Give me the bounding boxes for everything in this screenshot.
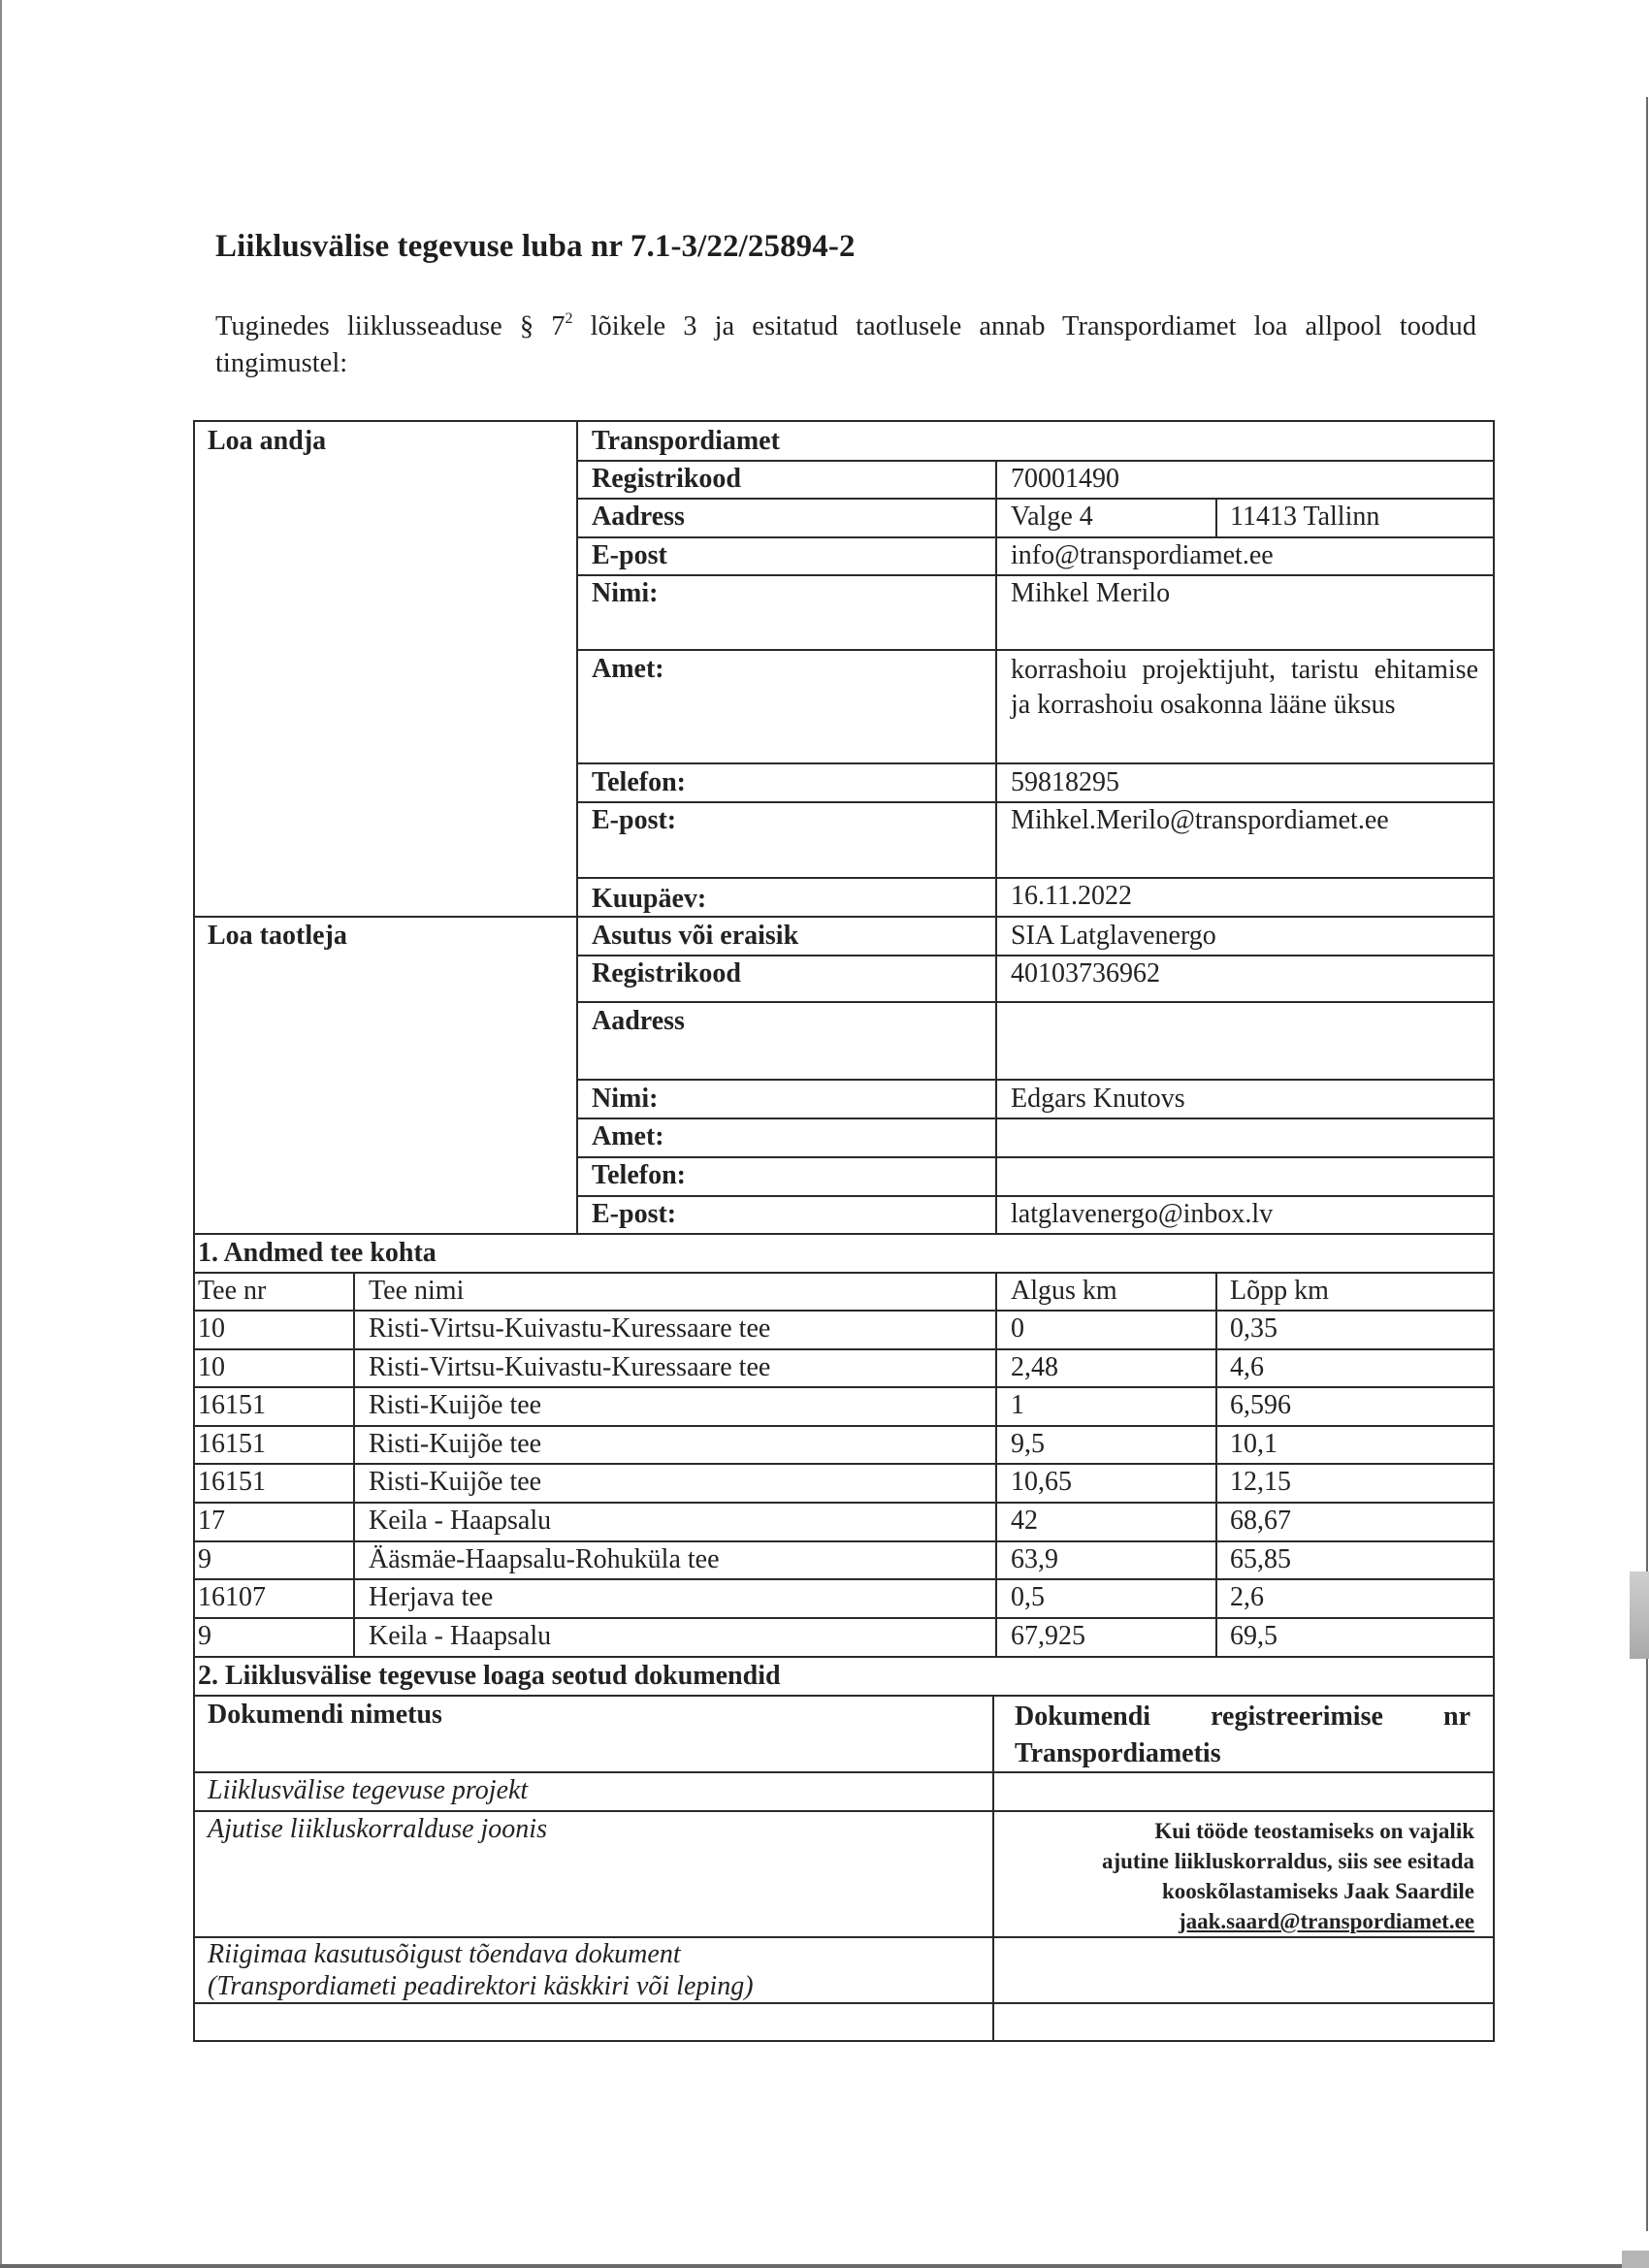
algus-km: 67,925 (1011, 1621, 1085, 1651)
intro-superscript: 2 (565, 310, 573, 327)
taotleja-epost-value: latglavenergo@inbox.lv (1011, 1199, 1274, 1229)
tee-nr: 16107 (198, 1582, 266, 1612)
note-line: ajutine liikluskorraldus, siis see esitada (1101, 1849, 1474, 1873)
andja-aadress-city: 11413 Tallinn (1230, 502, 1380, 532)
andja-epost-label: E-post: (592, 805, 677, 835)
intro-text-start: Tuginedes liiklusseaduse § 7 (215, 311, 566, 341)
tee-nr: 9 (198, 1544, 211, 1574)
tee-nr: 16151 (198, 1467, 266, 1497)
tee-nimi: Herjava tee (369, 1582, 494, 1612)
algus-km: 9,5 (1011, 1429, 1045, 1459)
taotleja-registrikood-value: 40103736962 (1011, 958, 1160, 988)
tee-nr: 9 (198, 1621, 211, 1651)
tee-nimi: Keila - Haapsalu (369, 1506, 552, 1536)
lopp-km: 2,6 (1230, 1582, 1264, 1612)
andja-registrikood-value: 70001490 (1011, 464, 1119, 494)
col-header-tee-nr: Tee nr (198, 1276, 267, 1306)
loa-andja-label: Loa andja (208, 426, 327, 456)
tee-nimi: Risti-Kuijõe tee (369, 1467, 542, 1497)
andja-telefon-value: 59818295 (1011, 767, 1119, 797)
lopp-km: 12,15 (1230, 1467, 1291, 1497)
lopp-km: 0,35 (1230, 1313, 1277, 1344)
algus-km: 63,9 (1011, 1544, 1058, 1574)
section2-title: 2. Liiklusvälise tegevuse loaga seotud dokumendid (198, 1661, 781, 1691)
col-header-tee-nimi: Tee nimi (369, 1276, 465, 1306)
andja-telefon-label: Telefon: (592, 767, 686, 797)
note-email-link[interactable]: jaak.saard@transpordiamet.ee (1178, 1909, 1474, 1933)
andja-epost-value: Mihkel.Merilo@transpordiamet.ee (1011, 805, 1389, 835)
andja-aadress-label: Aadress (592, 502, 685, 532)
tee-nimi: Risti-Virtsu-Kuivastu-Kuressaare tee (369, 1313, 771, 1344)
andja-kuupaev-label: Kuupäev: (592, 884, 707, 914)
taotleja-amet-label: Amet: (592, 1121, 664, 1151)
algus-km: 1 (1011, 1390, 1024, 1420)
tee-nr: 16151 (198, 1429, 266, 1459)
tee-nr: 10 (198, 1352, 225, 1382)
andja-aadress-street: Valge 4 (1011, 502, 1093, 532)
andja-amet-value: korrashoiu projektijuht, taristu ehitamise ja korrashoiu osakonna lääne üksus (1011, 655, 1478, 720)
lopp-km: 6,596 (1230, 1390, 1291, 1420)
col-header-dokumendi-nimetus: Dokumendi nimetus (208, 1700, 442, 1730)
loa-andja-organisation: Transpordiamet (592, 426, 780, 456)
loa-taotleja-label: Loa taotleja (208, 921, 347, 951)
document-title: Liiklusvälise tegevuse luba nr 7.1-3/22/25894-2 (215, 229, 856, 264)
taotleja-registrikood-label: Registrikood (592, 958, 741, 988)
tee-nimi: Risti-Virtsu-Kuivastu-Kuressaare tee (369, 1352, 771, 1382)
doc-name-riigimaa (208, 1938, 754, 2002)
doc-name-joonis: Ajutise liikluskorralduse joonis (208, 1814, 547, 1844)
lopp-km: 10,1 (1230, 1429, 1277, 1459)
col-header-registreerimise-nr: Dokumendi registreerimise nr Transpordiametis (1015, 1701, 1471, 1768)
andja-epost-org-label: E-post (592, 540, 667, 570)
algus-km: 2,48 (1011, 1352, 1058, 1382)
section1-title: 1. Andmed tee kohta (198, 1238, 436, 1268)
lopp-km: 69,5 (1230, 1621, 1277, 1651)
andja-nimi-value: Mihkel Merilo (1011, 578, 1171, 608)
tee-nimi: Risti-Kuijõe tee (369, 1429, 542, 1459)
taotleja-nimi-label: Nimi: (592, 1084, 659, 1114)
algus-km: 0 (1011, 1313, 1024, 1344)
algus-km: 42 (1011, 1506, 1038, 1536)
tee-nimi: Keila - Haapsalu (369, 1621, 552, 1651)
tee-nr: 16151 (198, 1390, 266, 1420)
taotleja-aadress-label: Aadress (592, 1006, 685, 1036)
traffic-management-note (1009, 1816, 1474, 1936)
tee-nimi: Ääsmäe-Haapsalu-Rohuküla tee (369, 1544, 720, 1574)
lopp-km: 65,85 (1230, 1544, 1291, 1574)
andja-epost-org-value: info@transpordiamet.ee (1011, 540, 1274, 570)
tee-nimi: Risti-Kuijõe tee (369, 1390, 542, 1420)
col-header-lopp-km: Lõpp km (1230, 1276, 1329, 1306)
taotleja-nimi-value: Edgars Knutovs (1011, 1084, 1185, 1114)
col-header-algus-km: Algus km (1011, 1276, 1117, 1306)
note-line: kooskõlastamiseks Jaak Saardile (1161, 1879, 1474, 1903)
doc-name-projekt: Liiklusvälise tegevuse projekt (208, 1775, 529, 1805)
taotleja-asutus-value: SIA Latglavenergo (1011, 921, 1216, 951)
taotleja-asutus-label: Asutus või eraisik (592, 921, 799, 951)
algus-km: 0,5 (1011, 1582, 1045, 1612)
andja-nimi-label: Nimi: (592, 578, 659, 608)
andja-kuupaev-value: 16.11.2022 (1011, 881, 1132, 911)
doc-name-line: Riigimaa kasutusõigust tõendava dokument (208, 1939, 681, 1969)
intro-text-end: lõikele 3 ja esitatud taotlusele annab Transpordiamet loa allpool toodud tingimustel: (215, 311, 1476, 378)
taotleja-epost-label: E-post: (592, 1199, 677, 1229)
lopp-km: 68,67 (1230, 1506, 1291, 1536)
andja-amet-label: Amet: (592, 654, 664, 684)
tee-nr: 17 (198, 1506, 225, 1536)
tee-nr: 10 (198, 1313, 225, 1344)
note-line: Kui tööde teostamiseks on vajalik (1154, 1819, 1474, 1843)
taotleja-telefon-label: Telefon: (592, 1160, 686, 1190)
doc-name-line: (Transpordiameti peadirektori käskkiri või leping) (208, 1971, 754, 2001)
lopp-km: 4,6 (1230, 1352, 1264, 1382)
algus-km: 10,65 (1011, 1467, 1072, 1497)
andja-registrikood-label: Registrikood (592, 464, 741, 494)
